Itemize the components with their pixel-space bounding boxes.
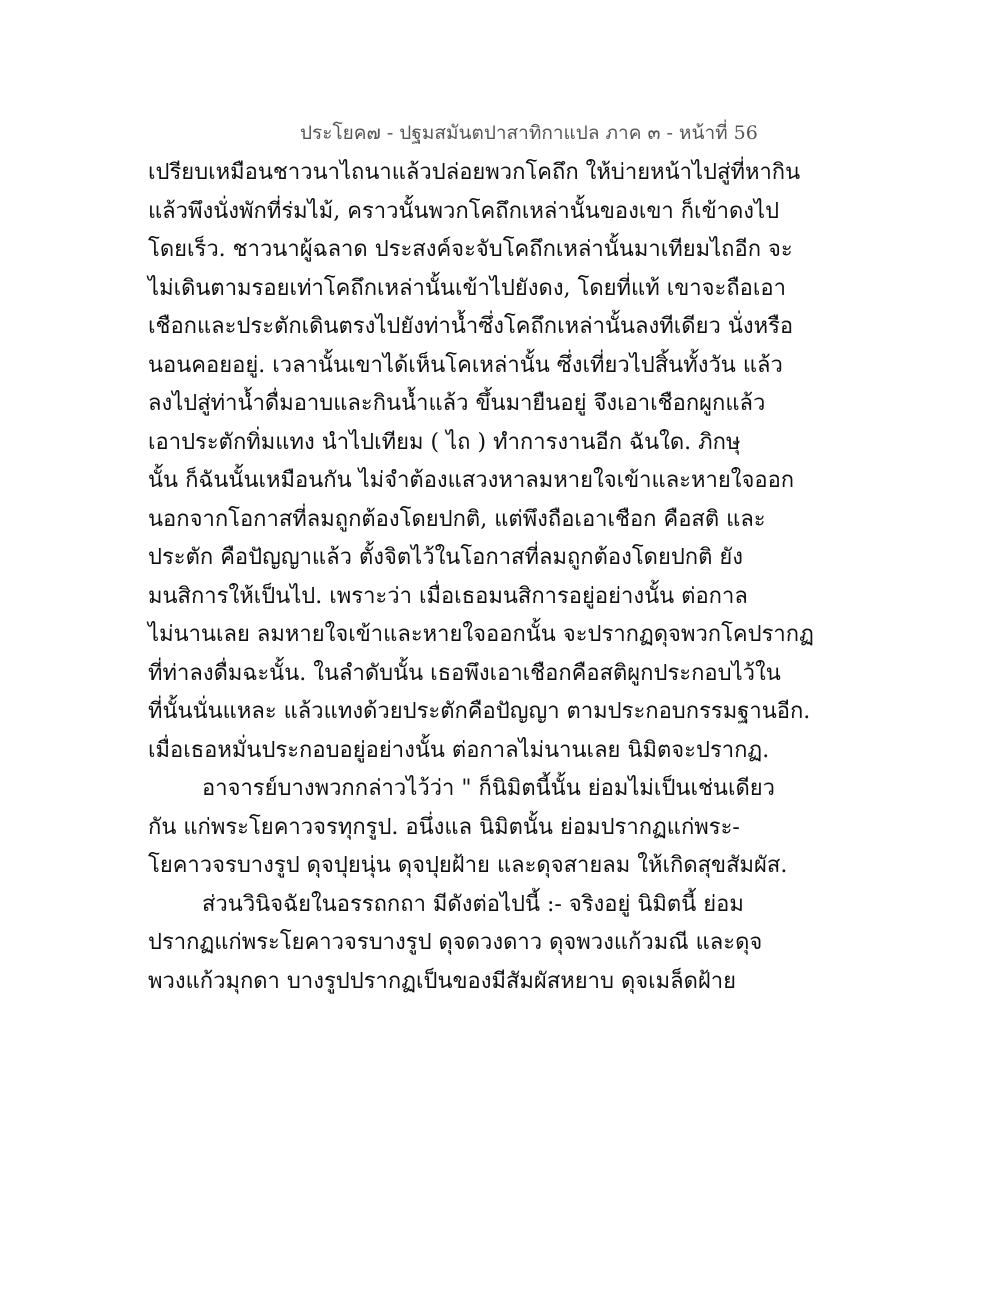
text-line: ประตัก คือปัญญาแล้ว ตั้งจิตไว้ในโอกาสที่ลมถูกต้องโดยปกติ ยัง <box>148 545 744 570</box>
text-line: กัน แก่พระโยคาวจรทุกรูป. อนึ่งแล นิมิตนั้น ย่อมปรากฏแก่พระ- <box>148 814 740 840</box>
page-header: ประโยค๗ - ปฐมสมันตปาสาทิกาแปล ภาค ๓ - หน้าที่ 56 <box>300 122 758 144</box>
text-line: ลงไปสู่ท่าน้ำดื่มอาบและกินน้ำแล้ว ขึ้นมายืนอยู่ จึงเอาเชือกผูกแล้ว <box>148 391 766 416</box>
text-line: ที่ท่าลงดื่มฉะนั้น. ในลำดับนั้น เธอพึงเอาเชือกคือสติผูกประกอบไว้ใน <box>148 660 781 686</box>
text-line: โดยเร็ว. ชาวนาผู้ฉลาด ประสงค์จะจับโคถึกเหล่านั้นมาเทียมไถอีก จะ <box>148 237 793 262</box>
text-line: นอนคอยอยู่. เวลานั้นเขาได้เห็นโคเหล่านั้น ซึ่งเที่ยวไปสิ้นทั้งวัน แล้ว <box>148 352 783 378</box>
text-line: ไม่เดินตามรอยเท่าโคถึกเหล่านั้นเข้าไปยังดง, โดยที่แท้ เขาจะถือเอา <box>148 275 786 301</box>
text-line: มนสิการให้เป็นไป. เพราะว่า เมื่อเธอมนสิการอยู่อย่างนั้น ต่อกาล <box>148 583 748 609</box>
text-line: นั้น ก็ฉันนั้นเหมือนกัน ไม่จำต้องแสวงหาลมหายใจเข้าและหายใจออก <box>148 468 795 493</box>
text-line: ปรากฏแก่พระโยคาวจรบางรูป ดุจดวงดาว ดุจพวงแก้วมณี และดุจ <box>148 930 763 955</box>
text-line: ไม่นานเลย ลมหายใจเข้าและหายใจออกนั้น จะปรากฏดุจพวกโคปรากฏ <box>148 622 814 647</box>
paragraph-start-line: ส่วนวินิจฉัยในอรรถกถา มีดังต่อไปนี้ :- จริงอยู่ นิมิตนี้ ย่อม <box>202 891 744 917</box>
text-line: นอกจากโอกาสที่ลมถูกต้องโดยปกติ, แต่พึงถือเอาเชือก คือสติ และ <box>148 506 766 532</box>
text-line: เมื่อเธอหมั่นประกอบอยู่อย่างนั้น ต่อกาลไม่นานเลย นิมิตจะปรากฏ. <box>148 737 770 763</box>
text-line: โยคาวจรบางรูป ดุจปุยนุ่น ดุจปุยฝ้าย และดุจสายลม ให้เกิดสุขสัมผัส. <box>148 853 788 878</box>
text-line: พวงแก้วมุกดา บางรูปปรากฏเป็นของมีสัมผัสหยาบ ดุจเมล็ดฝ้าย <box>148 968 737 994</box>
body-text <box>148 154 814 1001</box>
text-line: เปรียบเหมือนชาวนาไถนาแล้วปล่อยพวกโคถึก ให้บ่ายหน้าไปสู่ที่หากิน <box>148 160 801 185</box>
text-line: แล้วพึงนั่งพักที่ร่มไม้, คราวนั้นพวกโคถึกเหล่านั้นของเขา ก็เข้าดงไป <box>148 198 780 224</box>
text-line: เชือกและประตักเดินตรงไปยังท่าน้ำซึ่งโคถึกเหล่านั้นลงทีเดียว นั่งหรือ <box>148 314 794 339</box>
paragraph-start-line: อาจารย์บางพวกกล่าวไว้ว่า " ก็นิมิตนี้นั้น ย่อมไม่เป็นเช่นเดียว <box>202 776 775 801</box>
text-line: ที่นั้นนั่นแหละ แล้วแทงด้วยประตักคือปัญญา ตามประกอบกรรมฐานอีก. <box>148 699 811 724</box>
text-line: เอาประตักทิ่มแทง นำไปเทียม ( ไถ ) ทำการงานอีก ฉันใด. ภิกษุ <box>148 429 741 455</box>
